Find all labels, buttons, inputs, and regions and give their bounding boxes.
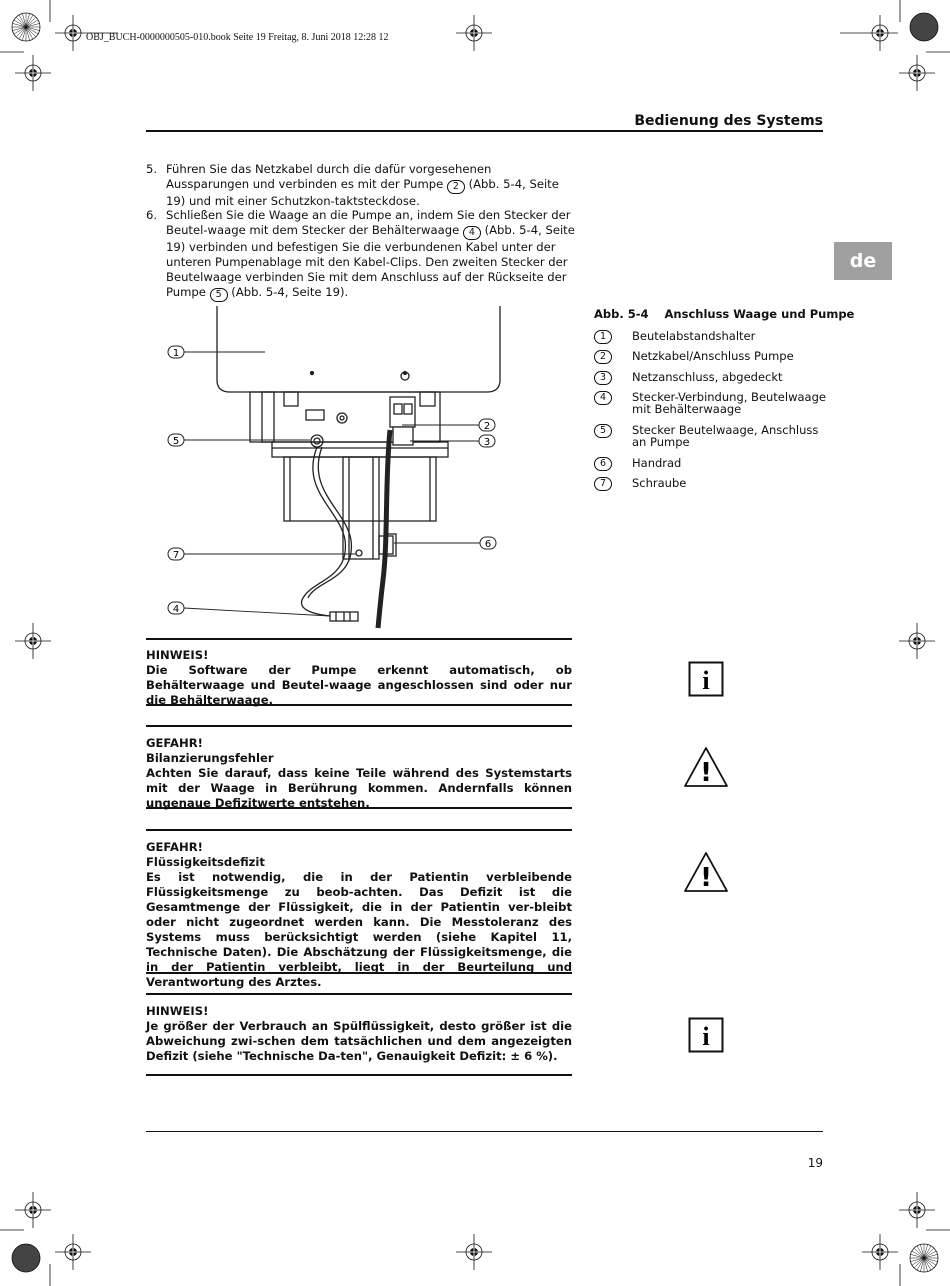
svg-text:4: 4 (172, 604, 180, 615)
pump-scale-diagram (160, 300, 510, 635)
figure-caption (594, 307, 854, 321)
step-text: (Abb. 5-4, Seite 19). (227, 285, 349, 299)
svg-text:i: i (702, 1022, 710, 1051)
svg-text:5: 5 (172, 436, 180, 447)
notice-warning-2 (146, 829, 572, 989)
callout-ref: 4 (463, 226, 481, 240)
notice-body: Die Software der Pumpe erkennt automatisch, ob Behälterwaage und Beutel-waage angeschlossen sind oder nur die Behälterwaage. (146, 663, 572, 707)
notice-title: GEFAHR! (146, 736, 203, 750)
callout-5 (168, 434, 184, 447)
step-6 (146, 208, 576, 302)
svg-text:3: 3 (483, 437, 491, 448)
notice-info-2 (146, 993, 572, 1076)
warning-icon (683, 851, 729, 893)
info-icon (688, 661, 724, 697)
step-5 (146, 162, 576, 209)
step-text: Führen Sie das Netzkabel durch die dafür vorgesehenen Aussparungen und verbinden es mit der Pumpe (166, 162, 492, 191)
info-icon (688, 1017, 724, 1053)
notice-warning-1 (146, 725, 572, 809)
power-socket (393, 427, 413, 445)
power-cable (378, 430, 390, 628)
footer-rule (146, 1131, 823, 1132)
callout-ref: 5 (210, 288, 228, 302)
page-header-title: Bedienung des Systems (634, 113, 823, 129)
callout-2 (479, 419, 495, 432)
svg-text:!: ! (700, 758, 712, 788)
notice-body: Je größer der Verbrauch an Spülflüssigkeit, desto größer ist die Abweichung zwi-schen dem tatsächlichen und dem angezeigten Defizit (siehe "Technische Da-ten", Genauigkeit Defizit: ± 6 %). (146, 1019, 572, 1063)
legend-item: 1 Beutelabstandshalter (594, 330, 834, 342)
warning-icon (683, 746, 729, 788)
notice-title: HINWEIS! (146, 648, 209, 662)
legend-item: 2 Netzkabel/Anschluss Pumpe (594, 350, 834, 362)
pump-drawing (217, 306, 500, 621)
caption-label: Abb. 5-4 (594, 307, 649, 321)
svg-text:i: i (702, 666, 710, 695)
notice-subtitle: Bilanzierungsfehler (146, 751, 274, 765)
step-text: (Abb. 5-4, Seite 19) verbinden und befestigen Sie die verbundenen Kabel unter der unteren Pumpenablage mit den Kabel-Clips. Den zweiten Stecker der Beutelwaage verbinden Sie mit dem Anschluss auf der Rückseite der Pumpe (166, 223, 575, 299)
callout-1 (168, 346, 184, 359)
notice-subtitle: Flüssigkeitsdefizit (146, 855, 265, 869)
step-text: (Abb. 5-4, Seite 19) und mit einer Schutzkon-taktsteckdose. (166, 177, 559, 208)
legend-item: 7 Schraube (594, 477, 834, 489)
step-number: 6. (146, 208, 158, 222)
callout-6 (480, 537, 496, 550)
legend-item: 4 Stecker-Verbindung, Beutelwaage mit Behälterwaage (594, 391, 834, 415)
svg-text:6: 6 (484, 539, 492, 550)
language-tab: de (834, 242, 892, 280)
header-rule (146, 130, 823, 132)
callout-4 (168, 602, 184, 615)
caption-title: Anschluss Waage und Pumpe (664, 307, 855, 321)
print-info-line: OBJ_BUCH-0000000505-010.book Seite 19 Freitag, 8. Juni 2018 12:28 12 (86, 32, 389, 43)
legend-item: 5 Stecker Beutelwaage, Anschluss an Pumpe (594, 424, 834, 448)
svg-text:2: 2 (483, 421, 491, 432)
notice-title: GEFAHR! (146, 840, 203, 854)
step-number: 5. (146, 162, 158, 176)
notice-body: Achten Sie darauf, dass keine Teile während des Systemstarts mit der Waage in Berührung kommen. Andernfalls können ungenaue Defizitwerte entstehen. (146, 766, 572, 810)
svg-text:1: 1 (172, 348, 180, 359)
notice-title: HINWEIS! (146, 1004, 209, 1018)
legend-item: 6 Handrad (594, 457, 834, 469)
legend-item: 3 Netzanschluss, abgedeckt (594, 371, 834, 383)
callout-7 (168, 548, 184, 561)
callout-ref: 2 (447, 180, 465, 194)
page-number: 19 (807, 1156, 823, 1170)
svg-text:!: ! (700, 863, 712, 893)
notice-info-1 (146, 638, 572, 706)
callout-3 (479, 435, 495, 448)
step-text: Schließen Sie die Waage an die Pumpe an, indem Sie den Stecker der Beutel-waage mit dem Stecker der Behälterwaage (166, 208, 571, 237)
notice-body: Es ist notwendig, die in der Patientin verbleibende Flüssigkeitsmenge zu beob-achten. Das Defizit ist die Gesamtmenge der Flüssigkeit, die in der Patientin ver-bleibt oder nicht zugeordnet werden kann. Die Messtoleranz des Systems muss berücksichtigt werden (siehe Kapitel 11, Technische Daten). Die Abschätzung der Flüssigkeitsmenge, die in der Patientin verbleibt, liegt in der Beurteilung und Verantwortung des Arztes. (146, 870, 572, 989)
svg-text:7: 7 (172, 550, 180, 561)
